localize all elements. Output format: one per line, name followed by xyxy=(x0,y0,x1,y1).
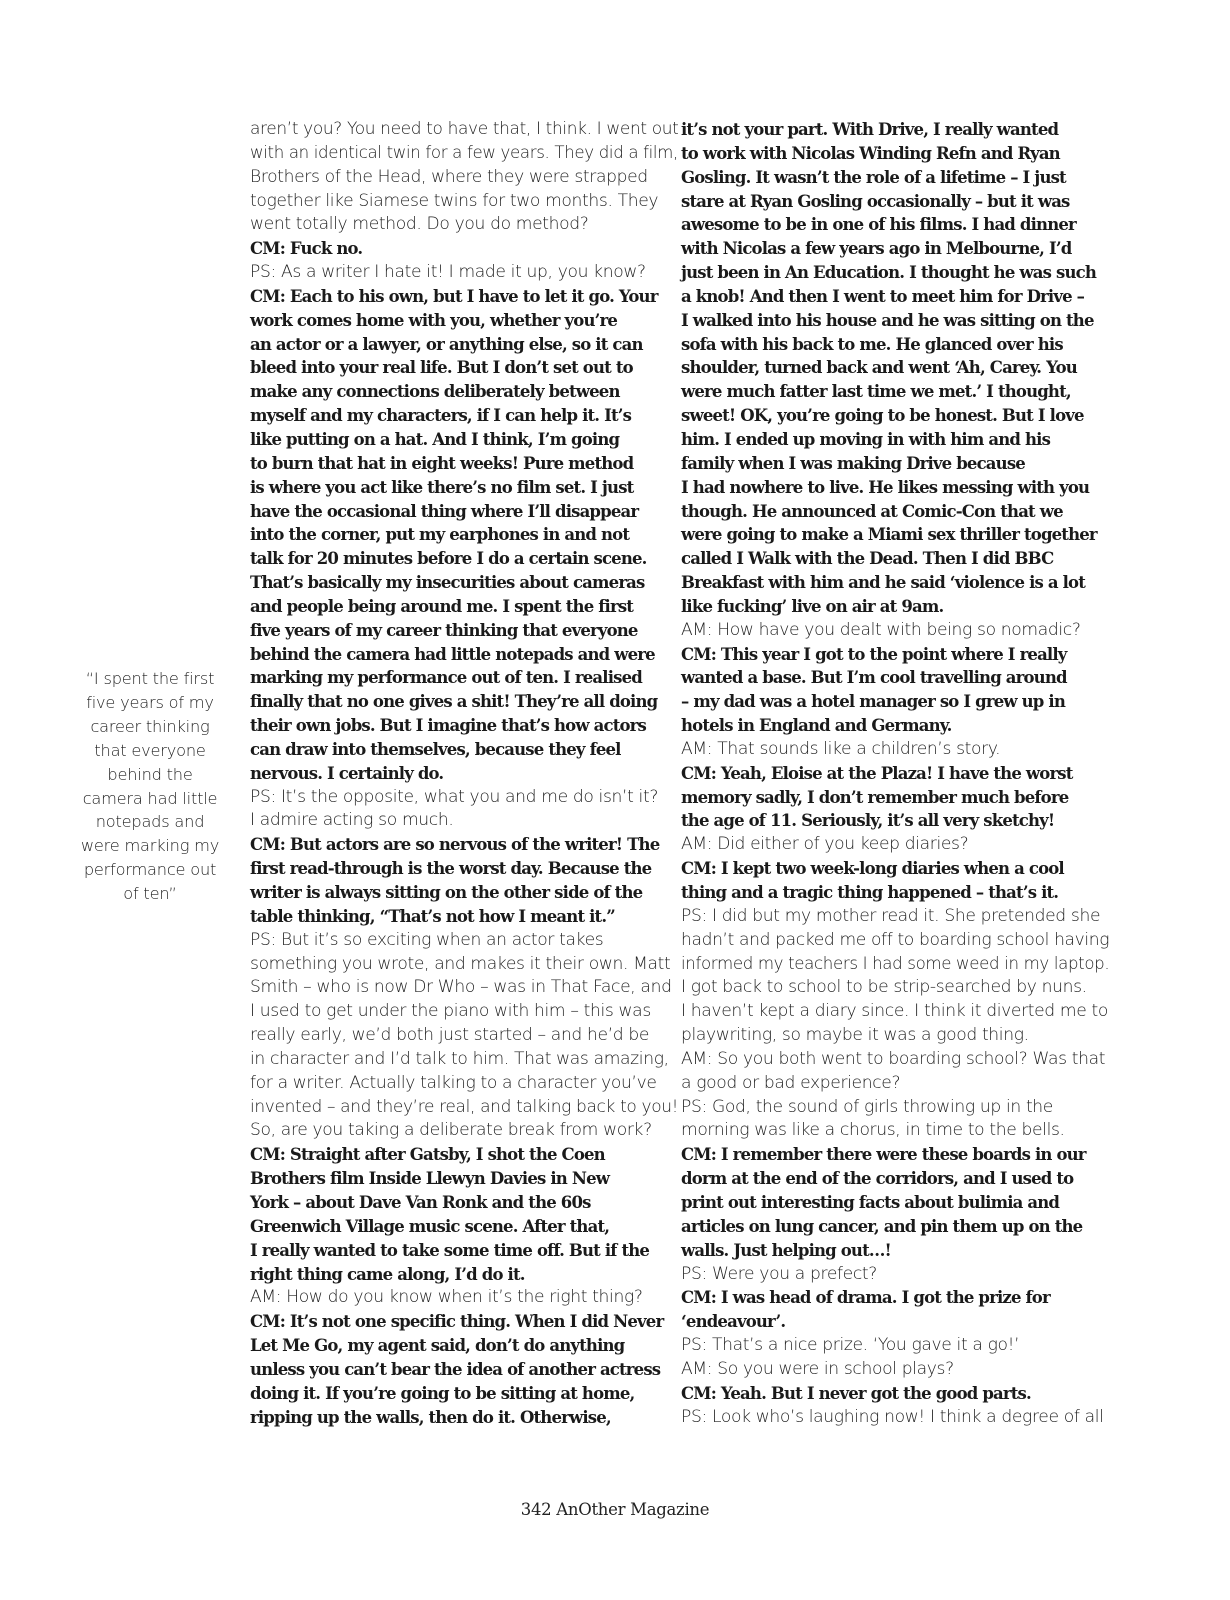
answer-line: with Nicolas a few years ago in Melbourne, I’d xyxy=(681,238,1072,259)
question-line: I used to get under the piano with him – this was xyxy=(250,1001,651,1022)
answer-line: shoulder, turned back and went ‘Ah, Carey. You xyxy=(681,357,1077,378)
question-line: with an identical twin for a few years. They did a film, xyxy=(250,142,678,163)
answer-line: CM: I was head of drama. I got the prize for xyxy=(681,1287,1050,1308)
answer-line: York – about Dave Van Ronk and the 60s xyxy=(250,1191,591,1212)
question-line: PS: God, the sound of girls throwing up in the xyxy=(681,1096,1053,1117)
answer-line: first read-through is the worst day. Because the xyxy=(250,858,652,879)
answer-line: doing it. If you’re going to be sitting at home, xyxy=(250,1382,635,1403)
pull-quote-line: five years of my xyxy=(86,692,214,712)
question-line: AM: How have you dealt with being so nomadic? xyxy=(681,619,1081,640)
answer-line: table thinking, “That’s not how I meant it.” xyxy=(250,905,615,926)
answer-line: family when I was making Drive because xyxy=(681,452,1025,473)
answer-line: is where you act like there’s no film set. I just xyxy=(250,476,634,497)
answer-line: wanted a base. But I’m cool travelling around xyxy=(681,667,1067,688)
answer-line: and people being around me. I spent the first xyxy=(250,595,634,616)
answer-line: have the occasional thing where I’ll disappear xyxy=(250,500,639,521)
pull-quote-line: performance out xyxy=(83,860,217,880)
answer-line: I really wanted to take some time off. But if the xyxy=(250,1239,650,1260)
answer-line: an actor or a lawyer, or anything else, so it can xyxy=(250,333,643,354)
answer-line: were going to make a Miami sex thriller together xyxy=(681,524,1097,545)
page-footer: 342 AnOther Magazine xyxy=(520,1500,710,1519)
question-line: hadn’t and packed me off to boarding school having xyxy=(681,929,1110,950)
answer-line: Greenwich Village music scene. After that, xyxy=(250,1215,610,1236)
answer-line: can draw into themselves, because they feel xyxy=(250,738,621,759)
answer-line: talk for 20 minutes before I do a certain scene. xyxy=(250,548,647,569)
answer-line: behind the camera had little notepads and were xyxy=(250,643,655,664)
answer-line: Brothers film Inside Llewyn Davies in New xyxy=(250,1168,610,1189)
answer-line: like fucking’ live on air at 9am. xyxy=(681,595,944,616)
answer-line: the age of 11. Seriously, it’s all very sketchy! xyxy=(681,810,1055,831)
answer-line: articles on lung cancer, and pin them up on the xyxy=(681,1215,1083,1236)
question-line: Brothers of the Head, where they were strapped xyxy=(250,166,648,187)
pull-quote-line: career thinking xyxy=(90,716,210,736)
question-line: PS: Look who’s laughing now! I think a degree of all xyxy=(681,1406,1104,1427)
question-line: really early, we’d both just started – and he’d be xyxy=(250,1025,650,1046)
question-line: PS: But it’s so exciting when an actor takes xyxy=(250,929,604,950)
answer-line: were much fatter last time we met.’ I thought, xyxy=(681,381,1071,402)
question-line: PS: As a writer I hate it! I made it up, you know? xyxy=(250,262,646,283)
question-line: PS: It’s the opposite, what you and me do isn’t it? xyxy=(250,786,659,807)
answer-line: – my dad was a hotel manager so I grew up in xyxy=(681,691,1066,712)
question-line: went totally method. Do you do method? xyxy=(250,214,589,235)
answer-line: walls. Just helping out…! xyxy=(681,1239,891,1260)
article-column-left xyxy=(250,118,680,1429)
answer-line: That’s basically my insecurities about cameras xyxy=(250,572,645,593)
answer-line: print out interesting facts about bulimia and xyxy=(681,1191,1060,1212)
pull-quote-line: were marking my xyxy=(80,836,220,856)
question-line: AM: So you were in school plays? xyxy=(681,1358,954,1379)
question-line: PS: Were you a prefect? xyxy=(681,1263,877,1284)
question-line: together like Siamese twins for two months. They xyxy=(250,190,659,211)
question-line: I haven’t kept a diary since. I think it diverted me to xyxy=(681,1001,1108,1022)
question-line: So, are you taking a deliberate break from work? xyxy=(250,1120,652,1141)
answer-line: I walked into his house and he was sitting on the xyxy=(681,309,1094,330)
answer-line: writer is always sitting on the other side of the xyxy=(250,882,643,902)
question-line: for a writer. Actually talking to a character you’ve xyxy=(250,1072,657,1093)
answer-line: five years of my career thinking that everyone xyxy=(250,619,638,640)
pull-quote-line: “I spent the first xyxy=(85,669,215,688)
question-line: PS: I did but my mother read it. She pretended she xyxy=(681,905,1101,926)
question-line: PS: That’s a nice prize. ‘You gave it a go!’ xyxy=(681,1335,1020,1356)
answer-line: Breakfast with him and he said ‘violence is a lot xyxy=(681,572,1086,593)
answer-line: dorm at the end of the corridors, and I used to xyxy=(681,1168,1074,1189)
answer-line: CM: Straight after Gatsby, I shot the Coen xyxy=(250,1144,605,1165)
answer-line: marking my performance out of ten. I realised xyxy=(250,667,642,688)
answer-line: called I Walk with the Dead. Then I did BBC xyxy=(681,548,1054,569)
question-line: AM: Did either of you keep diaries? xyxy=(681,834,969,855)
answer-line: CM: Fuck no. xyxy=(250,238,363,259)
answer-line: CM: I kept two week-long diaries when a cool xyxy=(681,858,1064,879)
question-line: Smith – who is now Dr Who – was in That Face, and xyxy=(250,977,672,998)
answer-line: stare at Ryan Gosling occasionally – but it was xyxy=(681,190,1070,211)
answer-line: awesome to be in one of his films. I had dinner xyxy=(681,214,1076,235)
pull-quote-line: that everyone xyxy=(94,740,206,760)
answer-line: him. I ended up moving in with him and his xyxy=(681,428,1051,449)
answer-line: finally that no one gives a shit! They’re all doing xyxy=(250,691,658,712)
article-column-right xyxy=(681,118,1111,1429)
question-line: aren’t you? You need to have that, I think. I went out xyxy=(250,119,679,139)
answer-line: ‘endeavour’. xyxy=(681,1311,786,1332)
pull-quote-line: behind the xyxy=(107,764,193,784)
answer-line: unless you can’t bear the idea of another actress xyxy=(250,1358,661,1379)
answer-line: bleed into your real life. But I don’t set out to xyxy=(250,357,633,378)
question-line: morning was like a chorus, in time to the bells. xyxy=(681,1120,1065,1141)
question-line: something you wrote, and makes it their own. Matt xyxy=(250,953,671,974)
pull-quote-line: notepads and xyxy=(95,812,205,832)
answer-line: CM: This year I got to the point where I really xyxy=(681,643,1067,664)
answer-line: just been in An Education. I thought he was such xyxy=(681,262,1096,283)
answer-line: it’s not your part. With Drive, I really wanted xyxy=(681,119,1059,139)
answer-line: a knob! And then I went to meet him for Drive – xyxy=(681,285,1085,306)
answer-line: hotels in England and Germany. xyxy=(681,715,952,736)
answer-line: memory sadly, I don’t remember much before xyxy=(681,786,1069,807)
answer-line: work comes home with you, whether you’re xyxy=(250,309,618,330)
answer-line: into the corner, put my earphones in and not xyxy=(250,524,630,545)
question-line: I got back to school to be strip-searched by nuns. xyxy=(681,977,1087,998)
answer-line: right thing came along, I’d do it. xyxy=(250,1263,525,1284)
answer-line: myself and my characters, if I can help it. It’s xyxy=(250,405,632,426)
question-line: a good or bad experience? xyxy=(681,1072,901,1093)
pull-quote-line: camera had little xyxy=(82,788,218,808)
question-line: AM: So you both went to boarding school? Was that xyxy=(681,1048,1106,1069)
question-line: invented – and they’re real, and talking back to you! xyxy=(250,1096,679,1117)
question-line: AM: That sounds like a children’s story. xyxy=(681,738,1001,759)
answer-line: CM: Yeah, Eloise at the Plaza! I have the worst xyxy=(681,762,1073,783)
pull-quote-line: of ten” xyxy=(123,884,177,904)
question-line: playwriting, so maybe it was a good thing. xyxy=(681,1025,1029,1046)
pull-quote xyxy=(68,667,232,906)
answer-line: like putting on a hat. And I think, I’m going xyxy=(250,428,620,449)
answer-line: I had nowhere to live. He likes messing with you xyxy=(681,476,1090,497)
question-line: in character and I’d talk to him. That was amazing, xyxy=(250,1048,669,1069)
answer-line: ripping up the walls, then do it. Otherwise, xyxy=(250,1406,611,1427)
answer-line: CM: Each to his own, but I have to let it go. Your xyxy=(250,285,658,306)
question-line: AM: How do you know when it’s the right thing? xyxy=(250,1287,643,1308)
answer-line: sofa with his back to me. He glanced over his xyxy=(681,333,1063,354)
answer-line: nervous. I certainly do. xyxy=(250,762,444,783)
answer-line: though. He announced at Comic-Con that we xyxy=(681,500,1063,521)
answer-line: CM: I remember there were these boards in our xyxy=(681,1144,1086,1165)
answer-line: make any connections deliberately between xyxy=(250,381,620,402)
answer-line: their own jobs. But I imagine that’s how actors xyxy=(250,715,646,736)
answer-line: to work with Nicolas Winding Refn and Ryan xyxy=(681,142,1060,163)
answer-line: Let Me Go, my agent said, don’t do anything xyxy=(250,1335,625,1356)
answer-line: CM: It’s not one specific thing. When I did Never xyxy=(250,1311,664,1332)
answer-line: CM: But actors are so nervous of the writer! The xyxy=(250,834,660,855)
question-line: I admire acting so much. xyxy=(250,810,454,831)
answer-line: Gosling. It wasn’t the role of a lifetime – I just xyxy=(681,166,1066,187)
question-line: informed my teachers I had some weed in my laptop. xyxy=(681,953,1110,974)
answer-line: thing and a tragic thing happened – that’s it. xyxy=(681,882,1059,902)
answer-line: to burn that hat in eight weeks! Pure method xyxy=(250,452,634,473)
answer-line: sweet! OK, you’re going to be honest. But I love xyxy=(681,405,1084,426)
answer-line: CM: Yeah. But I never got the good parts. xyxy=(681,1382,1031,1403)
